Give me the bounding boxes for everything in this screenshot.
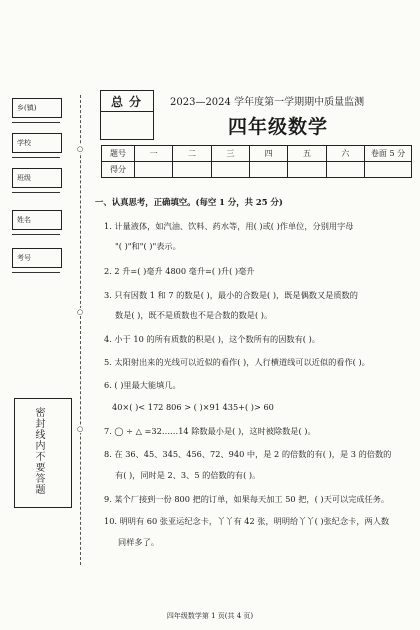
field-line bbox=[12, 192, 60, 193]
table-cell: 五 bbox=[288, 146, 326, 162]
field-line bbox=[12, 157, 60, 158]
question-line: 5. 太阳射出来的光线可以近似的看作( )，人行横道线可以近似的看作( )。 bbox=[104, 357, 370, 367]
question-line: 9. 某个厂接到一份 800 把的订单，如果每天加工 50 把，( )天可以完成任务。 bbox=[104, 494, 390, 504]
question-line: 40×( )< 172 806 > ( )×91 435+( )> 60 bbox=[112, 402, 274, 412]
question-line: 3. 只有因数 1 和 7 的数是( )，最小的合数是( )，既是偶数又是质数的 bbox=[104, 290, 358, 300]
table-cell: 二 bbox=[173, 146, 211, 162]
question-line: 1. 计量液体，如汽油、饮料、药水等，用( )或( )作单位，分别用字母 bbox=[104, 221, 354, 231]
question-line: 2. 2 升=( )毫升 4800 毫升=( )升( )毫升 bbox=[104, 266, 255, 276]
field-line bbox=[12, 122, 60, 123]
table-cell: 得分 bbox=[102, 162, 135, 178]
seal-circle-icon: ○ bbox=[77, 145, 84, 153]
question-line: 10. 明明有 60 张亚运纪念卡，丫丫有 42 张，明明给丫丫( )张纪念卡，两人数 bbox=[104, 516, 390, 526]
score-cell[interactable] bbox=[288, 162, 326, 178]
question-line: 7. ◯ ÷ △ =32……14 除数最小是( )，这时被除数是( )。 bbox=[104, 426, 316, 436]
no-answer-zone bbox=[14, 398, 72, 508]
exam-headline: 2023—2024 学年度第一学期期中质量监测 bbox=[170, 97, 365, 108]
field-line bbox=[12, 234, 60, 235]
field-town[interactable]: 乡(镇) bbox=[12, 98, 62, 118]
question-line: 6. ( )里最大能填几。 bbox=[104, 380, 181, 390]
score-cell[interactable] bbox=[249, 162, 287, 178]
score-cell[interactable] bbox=[365, 162, 412, 178]
table-cell: 六 bbox=[326, 146, 364, 162]
field-class[interactable]: 班级 bbox=[12, 168, 62, 188]
grade-table bbox=[101, 145, 412, 178]
table-cell: 四 bbox=[249, 146, 287, 162]
score-cell[interactable] bbox=[173, 162, 211, 178]
total-score-label: 总分 bbox=[111, 95, 148, 109]
score-divider bbox=[101, 111, 153, 112]
table-row bbox=[102, 146, 412, 162]
field-school[interactable]: 学校 bbox=[12, 133, 62, 153]
question-line: 数是( )，既不是质数也不是合数的数是( )。 bbox=[115, 310, 273, 320]
score-cell[interactable] bbox=[326, 162, 364, 178]
score-cell[interactable] bbox=[135, 162, 173, 178]
table-cell: 卷面 5 分 bbox=[365, 146, 412, 162]
table-cell: 题号 bbox=[102, 146, 135, 162]
field-line bbox=[12, 272, 60, 273]
page-footer: 四年级数学第 1 页(共 4 页) bbox=[166, 612, 254, 620]
question-line: 有( )，同时是 2、3、5 的倍数的有( )。 bbox=[115, 470, 261, 480]
section-heading: 一、认真思考，正确填空。(每空 1 分，共 25 分) bbox=[95, 197, 283, 207]
question-line: 8. 在 36、45、345、456、72、940 中，是 2 的倍数的有( )，是 3 的倍数的 bbox=[104, 449, 392, 459]
score-cell[interactable] bbox=[211, 162, 249, 178]
table-cell: 三 bbox=[211, 146, 249, 162]
field-exam-number[interactable]: 考号 bbox=[12, 248, 62, 268]
question-line: 4. 小于 10 的所有质数的积是( )，这个数所有的因数有( )。 bbox=[104, 334, 320, 344]
page-title: 四年级数学 bbox=[228, 116, 329, 138]
total-score-box bbox=[100, 90, 154, 140]
seal-circle-icon: ○ bbox=[77, 308, 84, 316]
question-line: "( )"和"( )"表示。 bbox=[115, 241, 181, 251]
table-cell: 一 bbox=[135, 146, 173, 162]
table-row bbox=[102, 162, 412, 178]
question-line: 同样多了。 bbox=[118, 537, 159, 547]
no-answer-zone-text: 密封线内不要答题 bbox=[33, 407, 44, 495]
seal-circle-icon: ○ bbox=[77, 425, 84, 433]
field-name[interactable]: 姓名 bbox=[12, 210, 62, 230]
seal-line bbox=[80, 95, 81, 565]
